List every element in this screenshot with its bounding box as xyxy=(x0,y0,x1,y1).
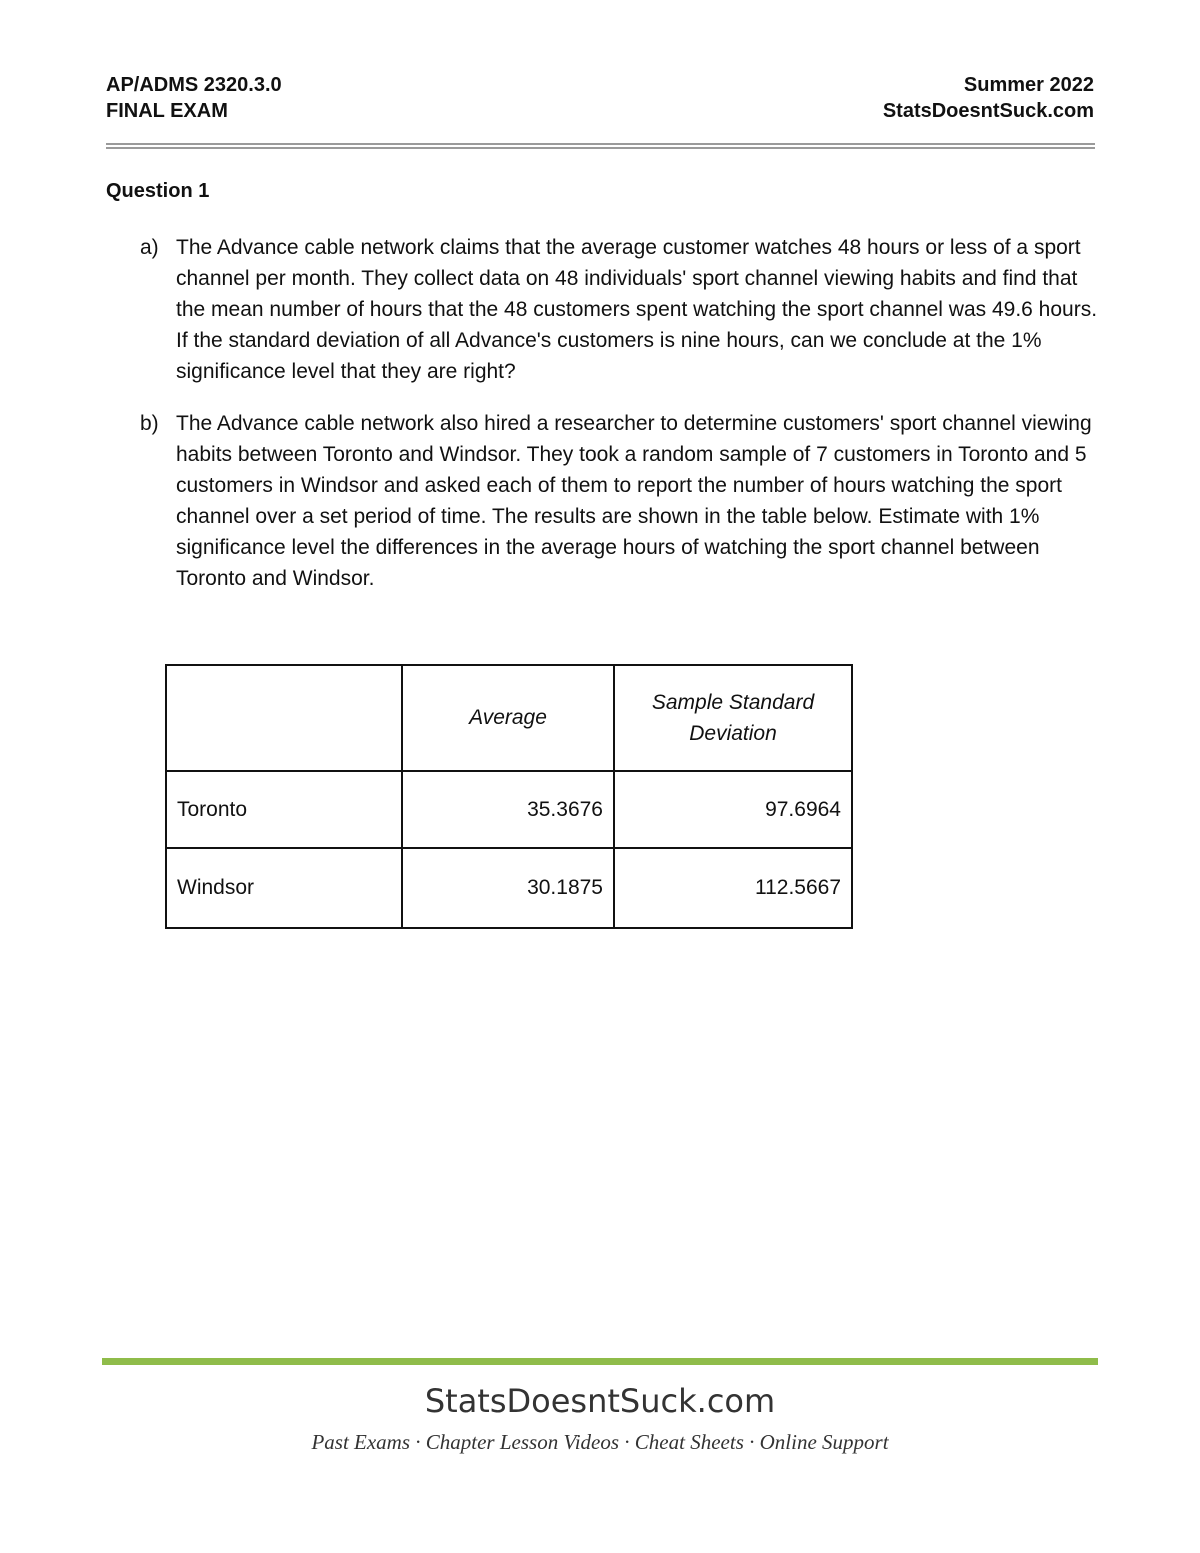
table-row xyxy=(166,771,852,848)
table-header-std-dev xyxy=(614,665,852,771)
header-divider xyxy=(106,143,1095,149)
header-site: StatsDoesntSuck.com xyxy=(882,100,1094,122)
cell-average: 35.3676 xyxy=(402,771,614,848)
table-header-average: Average xyxy=(402,665,614,771)
table-header-blank xyxy=(166,665,402,771)
exam-title: FINAL EXAM xyxy=(106,100,228,122)
question-part-b xyxy=(140,408,1100,594)
course-code: AP/ADMS 2320.3.0 xyxy=(106,74,282,96)
footer-site: StatsDoesntSuck.com xyxy=(424,1382,776,1420)
table-header-row xyxy=(166,665,852,771)
header-right xyxy=(883,72,1094,124)
data-table xyxy=(165,664,853,929)
cell-std-dev: 112.5667 xyxy=(614,848,852,928)
row-label: Toronto xyxy=(166,771,402,848)
part-a-text: The Advance cable network claims that the average customer watches 48 hours or less of a sport channel per month. They collect data on 48 individuals' sport channel viewing habits and find that the mean number of hours that the 48 customers spent watching the sport channel was 49.6 hours. If the standard deviation of all Advance's customers is nine hours, can we conclude at the 1% significance level that they are right? xyxy=(176,236,1098,383)
cell-average: 30.1875 xyxy=(402,848,614,928)
term: Summer 2022 xyxy=(963,74,1094,96)
footer-links: Past Exams · Chapter Lesson Videos · Cheat Sheets · Online Support xyxy=(311,1430,889,1454)
footer-divider xyxy=(102,1358,1098,1365)
part-b-label: b) xyxy=(140,412,159,435)
question-part-a xyxy=(140,232,1100,387)
header-left xyxy=(106,72,282,124)
row-label: Windsor xyxy=(166,848,402,928)
question-title: Question 1 xyxy=(106,180,210,202)
part-b-text: The Advance cable network also hired a researcher to determine customers' sport channel viewing habits between Toronto and Windsor. They took a random sample of 7 customers in Toronto and 5 customers in Windsor and asked each of them to report the number of hours watching the sport channel over a set period of time. The results are shown in the table below. Estimate with 1% significance level the differences in the average hours of watching the sport channel between Toronto and Windsor. xyxy=(176,412,1092,590)
table-row xyxy=(166,848,852,928)
cell-std-dev: 97.6964 xyxy=(614,771,852,848)
std-dev-header-text: Sample Standard Deviation xyxy=(651,691,815,745)
part-a-label: a) xyxy=(140,236,159,259)
